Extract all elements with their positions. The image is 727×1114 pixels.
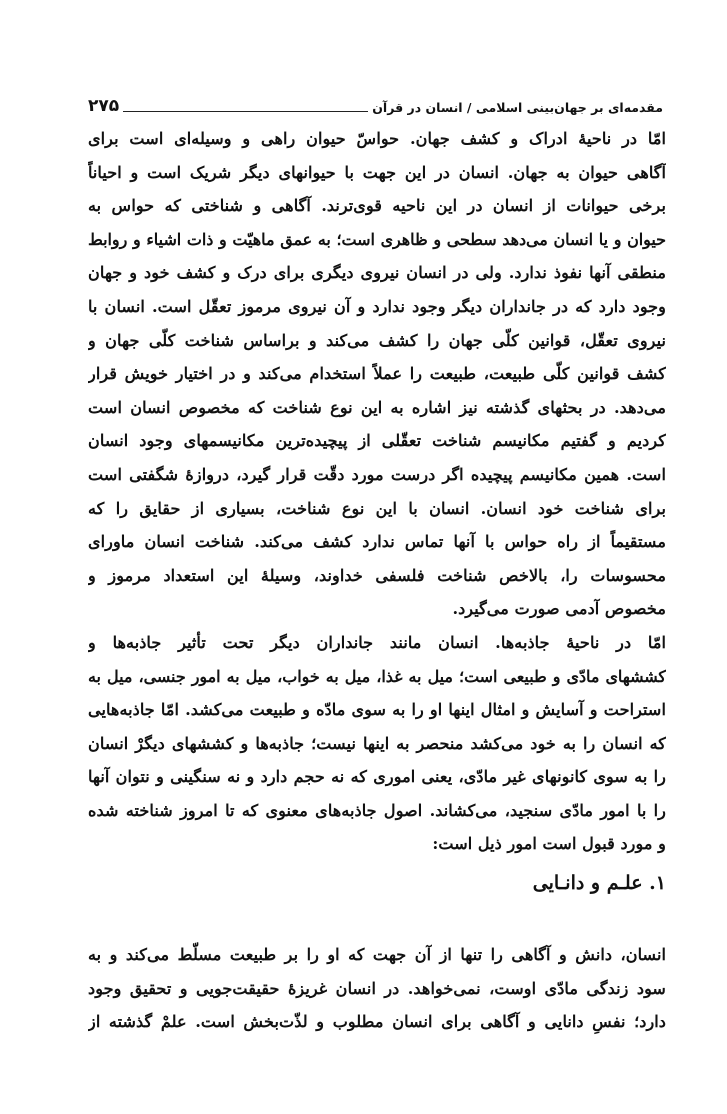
text-line: کششهای مادّی و طبیعی است؛ میل به غذا، میل به خواب، میل به امور جنسی، میل به [88, 666, 666, 686]
text-line: وجود دارد که در جانداران دیگر وجود ندارد و آن نیروی مرموز تعقّل است. انسان با [88, 296, 666, 316]
text-line: و مورد قبول است امور ذیل است: [432, 834, 666, 854]
body-text-bottom [88, 938, 666, 1039]
text-line: برخی حیوانات از انسان در این ناحیه قوی‌ترند. آگاهی و شناختی که حواس به [88, 196, 666, 216]
text-line: برای شناخت خود انسان. انسان با این نوع شناخت، بسیاری از حقایق را که [88, 498, 666, 518]
text-line: محسوسات را، بالاخص شناخت فلسفی خداوند، وسیلهٔ این استعداد مرموز و [88, 565, 666, 585]
section-heading: ۱. علـم و دانـایی [532, 872, 666, 894]
text-line: که انسان را به خود می‌کشد منحصر به اینها نیست؛ جاذبه‌ها و کششهای دیگرْ انسان [88, 733, 666, 753]
text-line: را به سوی کانونهای غیر مادّی، یعنی اموری که نه حجم دارد و نه سنگینی و نتوان آنها [88, 767, 666, 787]
text-line: آگاهی حیوان به جهان. انسان در این جهت با حیوانهای دیگر شریک است و احیاناً [88, 162, 666, 182]
text-line: سود زندگی مادّی اوست، نمی‌خواهد. در انسان غریزهٔ حقیقت‌جویی و تحقیق وجود [88, 978, 666, 998]
text-line: کشف قوانین کلّی طبیعت، طبیعت را عملاً استخدام می‌کند و در اختیار خویش قرار [88, 364, 666, 384]
text-line: مخصوص آدمی صورت می‌گیرد. [452, 599, 666, 619]
text-line: کردیم و گفتیم مکانیسم شناخت تعقّلی از پیچیده‌ترین مکانیسمهای وجود انسان [88, 431, 666, 451]
page-number: ۲۷۵ [88, 96, 120, 116]
text-line: استراحت و آسایش و امثال اینها او را به سوی مادّه و طبیعت می‌کشد. امّا جاذبه‌هایی [88, 700, 666, 720]
header-rule [123, 111, 368, 112]
text-line: می‌دهد. در بحثهای گذشته نیز اشاره به این نوع شناخت که مخصوص انسان است [88, 397, 666, 417]
text-line: امّا در ناحیهٔ جاذبه‌ها. انسان مانند جانداران دیگر تحت تأثیر جاذبه‌ها و [88, 632, 666, 652]
text-line: انسان، دانش و آگاهی را تنها از آن جهت که او را بر طبیعت مسلّط می‌کند و به [88, 945, 666, 964]
text-line: امّا در ناحیهٔ ادراک و کشف جهان. حواسّ حیوان راهی و وسیله‌ای است برای [88, 129, 666, 148]
text-line: را با امور مادّی سنجید، می‌کشاند. اصول جاذبه‌های معنوی که تا امروز شناخته شده [88, 800, 666, 820]
running-header [88, 86, 663, 116]
body-text-top [88, 122, 666, 861]
text-line: مستقیماً از راه حواس با آنها تماس ندارد کشف می‌کند. شناخت انسان ماورای [88, 532, 666, 552]
text-line: نیروی تعقّل، قوانین کلّی جهان را کشف می‌کند و براساس شناخت کلّی جهان و [88, 330, 666, 350]
text-line: حیوان و یا انسان می‌دهد سطحی و ظاهری است؛ به عمق ماهیّت و ذات اشیاء و روابط [88, 229, 666, 249]
text-line: دارد؛ نفسِ دانایی و آگاهی برای انسان مطلوب و لذّت‌بخش است. علمْ گذشته از [88, 1012, 666, 1032]
header-title: مقدمه‌ای بر جهان‌بینی اسلامی / انسان در قرآن [372, 100, 663, 115]
text-line: است. همین مکانیسم پیچیده اگر درست مورد دقّت قرار گیرد، دروازهٔ شگفتی است [88, 464, 666, 484]
text-line: منطقی آنها نفوذ ندارد. ولی در انسان نیروی دیگری برای درک و کشف خود و جهان [88, 263, 666, 283]
